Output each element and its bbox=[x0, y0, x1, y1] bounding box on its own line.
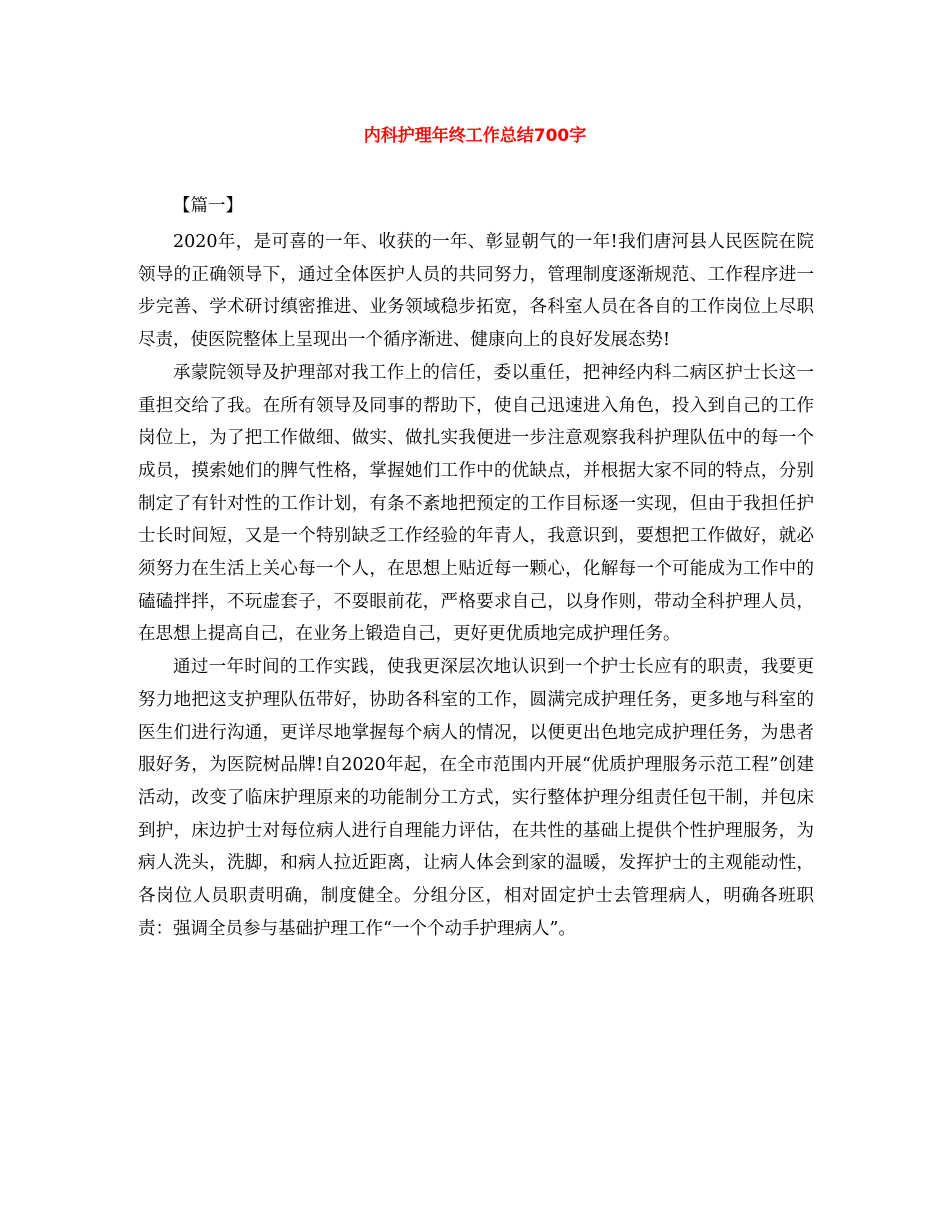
paragraph-1: 2020年，是可喜的一年、收获的一年、彰显朝气的一年!我们唐河县人民医院在院领导的正确领导下，通过全体医护人员的共同努力，管理制度逐渐规范、工作程序进一步完善、学术研讨缜密推进、业务领域稳步拓宽，各科室人员在各自的工作岗位上尽职尽责，使医院整体上呈现出一个循序渐进、健康向上的良好发展态势! bbox=[138, 232, 814, 351]
document-title: 内科护理年终工作总结700字 bbox=[363, 126, 587, 146]
document-body bbox=[138, 226, 814, 945]
paragraph-2: 承蒙院领导及护理部对我工作上的信任，委以重任，把神经内科二病区护士长这一重担交给了我。在所有领导及同事的帮助下，使自己迅速进入角色，投入到自己的工作岗位上，为了把工作做细、做实、做扎实我便进一步注意观察我科护理队伍中的每一个成员，摸索她们的脾气性格，掌握她们工作中的优缺点，并根据大家不同的特点，分别制定了有针对性的工作计划，有条不紊地把预定的工作目标逐一实现，但由于我担任护士长时间短，又是一个特别缺乏工作经验的年青人，我意识到，要想把工作做好，就必须努力在生活上关心每一个人，在思想上贴近每一颗心，化解每一个可能成为工作中的磕磕拌拌，不玩虚套子，不耍眼前花，严格要求自己，以身作则，带动全科护理人员，在思想上提高自己，在业务上锻造自己，更好更优质地完成护理任务。 bbox=[138, 362, 814, 645]
section-label: 【篇一】 bbox=[173, 196, 243, 216]
paragraph-3: 通过一年时间的工作实践，使我更深层次地认识到一个护士长应有的职责，我要更努力地把这支护理队伍带好，协助各科室的工作，圆满完成护理任务，更多地与科室的医生们进行沟通，更详尽地掌握每个病人的情况，以便更出色地完成护理任务，为患者服好务，为医院树品牌!自2020年起，在全市范围内开展“优质护理服务示范工程”创建活动，改变了临床护理原来的功能制分工方式，实行整体护理分组责任包干制，并包床到护，床边护士对每位病人进行自理能力评估，在共性的基础上提供个性护理服务，为病人洗头，洗脚，和病人拉近距离，让病人体会到家的温暖，发挥护士的主观能动性，各岗位人员职责明确，制度健全。分组分区，相对固定护士去管理病人，明确各班职责：强调全员参与基础护理工作“一个个动手护理病人”。 bbox=[138, 657, 814, 939]
